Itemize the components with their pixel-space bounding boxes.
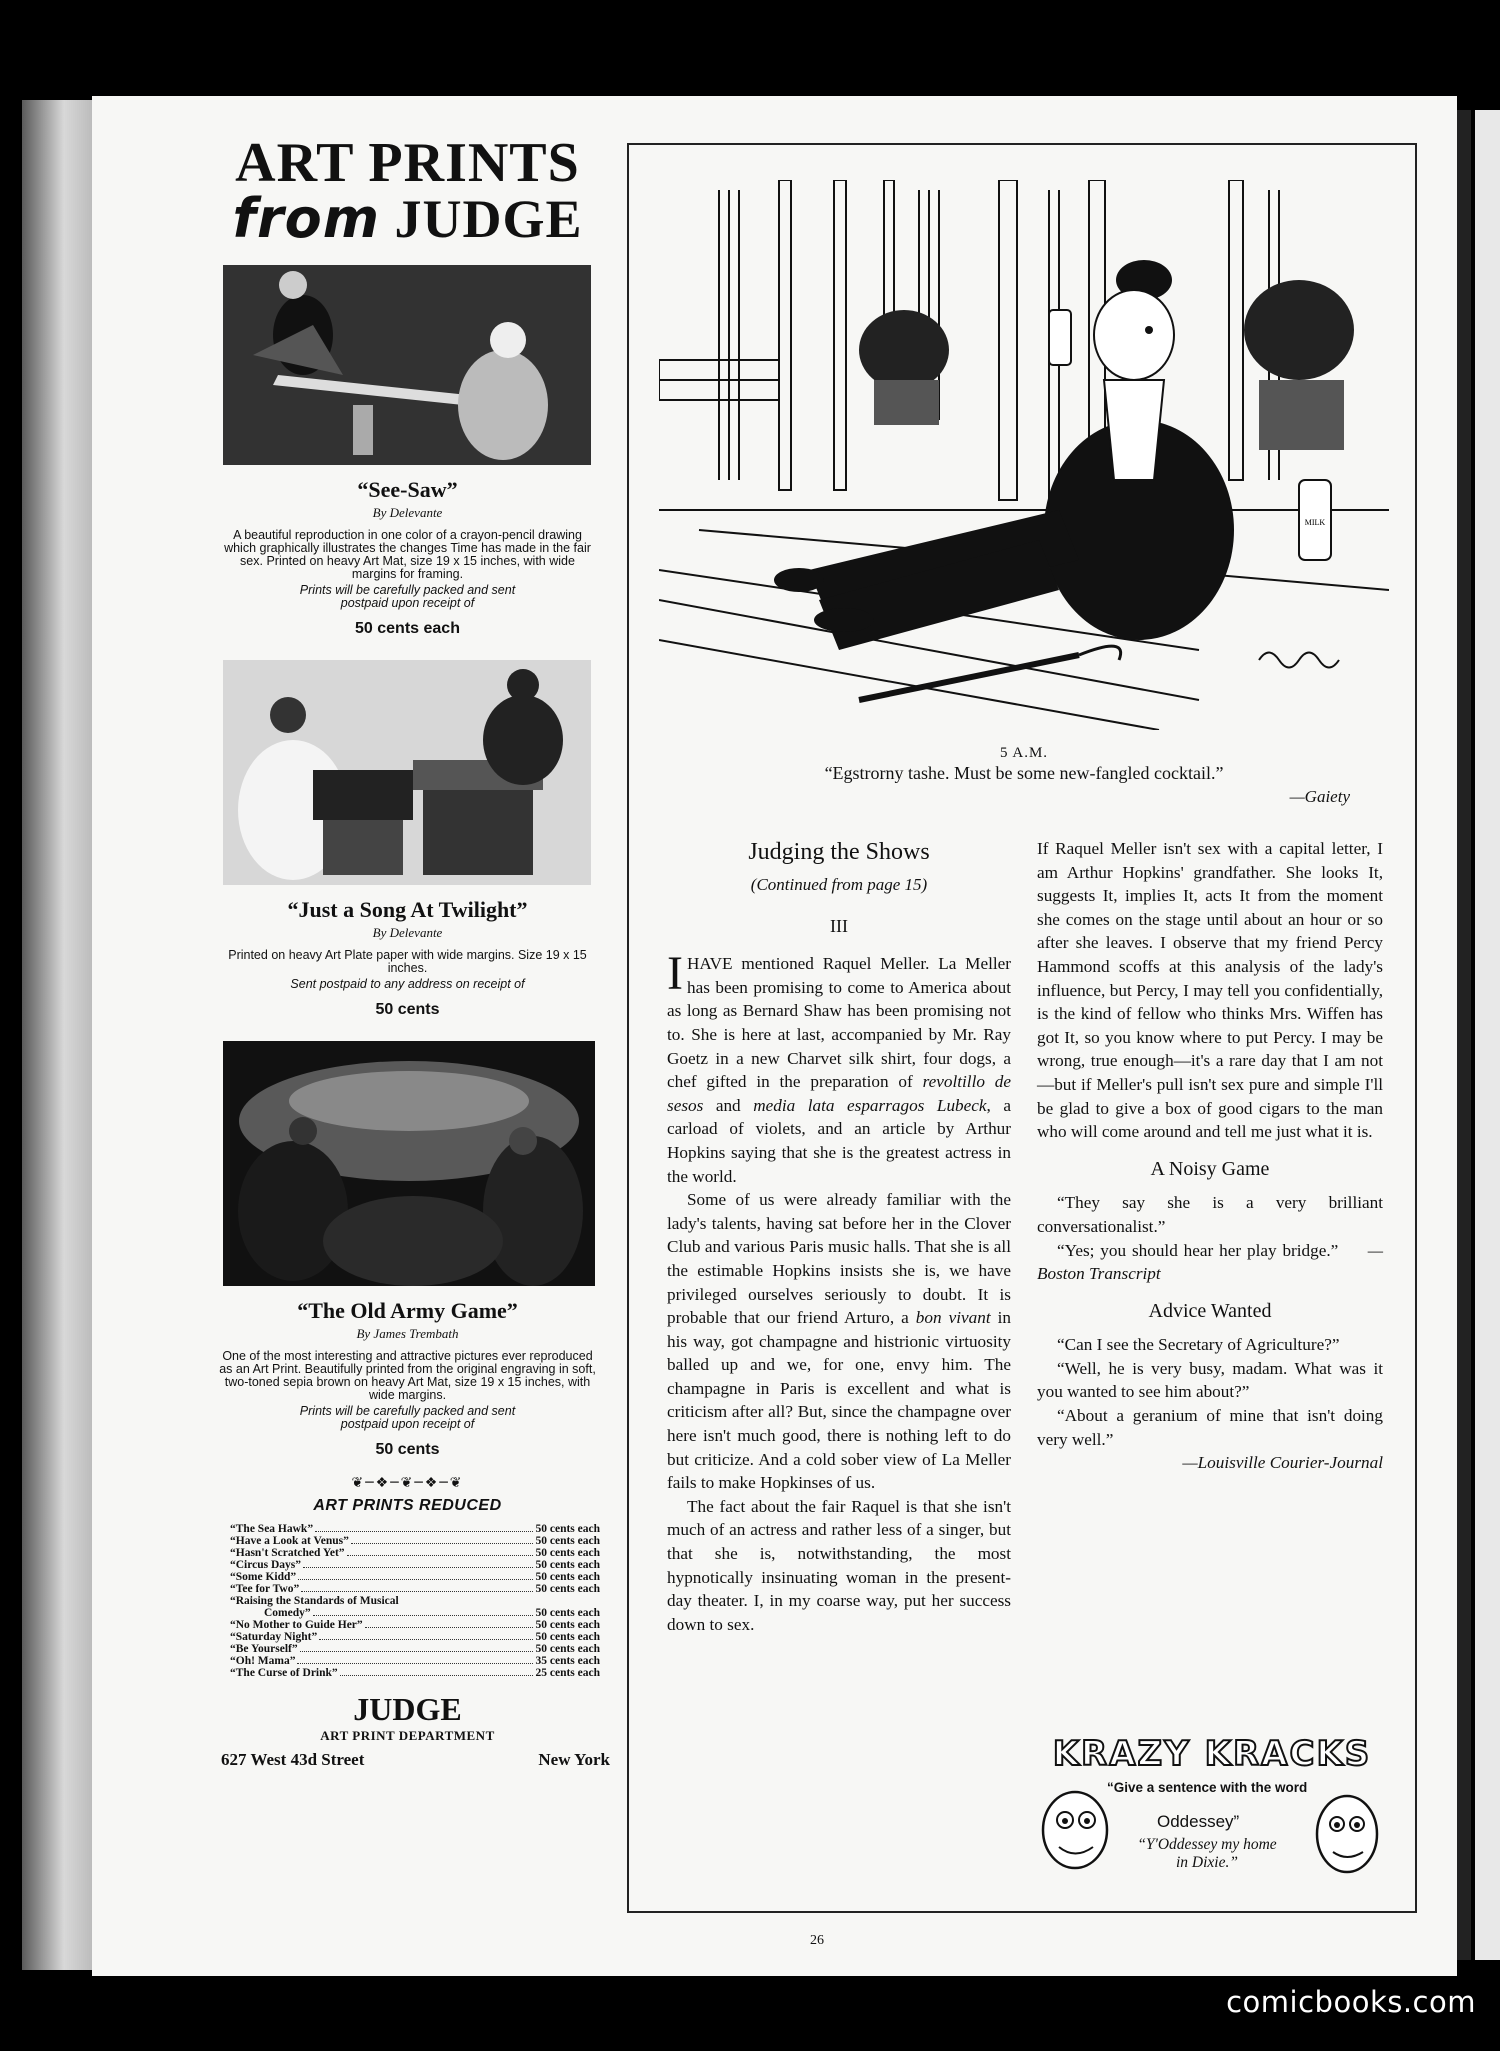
- print-description: A beautiful reproduction in one color of a crayon-pencil drawing which graphically illustrates the changes Time has made in the fair sex. Printed on heavy Art Mat, size 19 x 15 inches, with wide margins for framing.: [224, 528, 591, 581]
- reduced-item-title: “The Sea Hawk”: [230, 1523, 314, 1535]
- leader-dots: [365, 1619, 534, 1628]
- print-note: Sent postpaid to any address on receipt of: [290, 977, 525, 991]
- leader-dots: [303, 1559, 533, 1568]
- reduced-item-title: “Be Yourself”: [230, 1643, 298, 1655]
- reduced-item-title: “Saturday Night”: [230, 1631, 318, 1643]
- p1-italic-1: revoltillo de sesos: [667, 1072, 1011, 1115]
- leader-dots: [340, 1667, 534, 1676]
- cartoon-quote: “Egstrorny tashe. Must be some new-fangled cocktail.”: [824, 763, 1224, 783]
- article-heading: Judging the Shows: [748, 839, 930, 865]
- article-paragraph-4: If Raquel Meller isn't sex with a capital letter, I am Arthur Hopkins' grandfather. She looks It, suggests It, implies It, acts It from the moment she comes on the stage until about an hour or so after she leaves. I observe that my friend Percy Hammond scoffs at this analysis of the lady's influence, but Percy, I may tell you confidentially, is the kind of fellow who thinks Mrs. Wiffen has got It, so you know where to put Percy. I may be wrong, true enough—it's a rare day that I am not—but if Meller's pull isn't sex pure and simple I'll be glad to give a box of good cigars to the man who will come around and tell me just what it is.: [1037, 839, 1383, 1142]
- print-artist: By Delevante: [372, 925, 443, 940]
- city: New York: [538, 1750, 610, 1769]
- old-army-game-image: [223, 1041, 595, 1286]
- print-name: “The Old Army Game”: [297, 1298, 518, 1323]
- reduced-item-title: Comedy”: [264, 1607, 311, 1619]
- page-number: 26: [810, 1933, 824, 1948]
- article-paragraph-2: [667, 1188, 1011, 1495]
- watermark: comicbooks.com: [1226, 1985, 1476, 2019]
- drop-cap: I: [667, 947, 683, 1001]
- bottle-label: MILK: [1304, 518, 1326, 527]
- just-a-song-image: [223, 660, 591, 885]
- print-name: “See-Saw”: [357, 477, 458, 502]
- reduced-price-list: [230, 1523, 600, 1679]
- noisy-game-line-2: [1037, 1239, 1383, 1286]
- article-column-left: [667, 837, 1011, 1636]
- advice-source: —Louisville Courier-Journal: [1182, 1453, 1383, 1473]
- leader-dots: [347, 1547, 534, 1556]
- reduced-item-title: “Have a Look at Venus”: [230, 1535, 349, 1547]
- krazy-kracks-word: Oddessey”: [1157, 1812, 1240, 1831]
- reduced-list-item: [230, 1667, 600, 1679]
- leader-dots: [297, 1655, 533, 1664]
- leader-dots: [315, 1523, 533, 1532]
- reduced-item-price: 25 cents each: [535, 1667, 600, 1679]
- next-page-edge: [1457, 110, 1471, 1960]
- judge-signature: JUDGE: [353, 1691, 462, 1727]
- ad-title-from: from: [232, 187, 380, 250]
- noisy-game-line-1: “They say she is a very brilliant conversationalist.”: [1037, 1193, 1383, 1236]
- department: ART PRINT DEPARTMENT: [320, 1728, 495, 1743]
- advice-line-3: “About a geranium of mine that isn't doing very well.”: [1037, 1406, 1383, 1449]
- ad-title-judge: JUDGE: [394, 189, 583, 249]
- print-artist: By Delevante: [372, 505, 443, 520]
- noisy-game-line-2-text: “Yes; you should hear her play bridge.”: [1057, 1240, 1339, 1260]
- reduced-list-item: [230, 1535, 600, 1547]
- reduced-item-price: 50 cents each: [535, 1523, 600, 1535]
- cartoon-source: —Gaiety: [1289, 787, 1350, 806]
- print-price: 50 cents: [375, 1001, 440, 1018]
- reduced-list-item: [230, 1655, 600, 1667]
- p1-mid: and: [703, 1095, 754, 1115]
- reduced-item-price: 50 cents each: [535, 1583, 600, 1595]
- editorial-panel: [627, 143, 1417, 1913]
- reduced-item-price: 50 cents each: [535, 1535, 600, 1547]
- print-description: Printed on heavy Art Plate paper with wide margins. Size 19 x 15 inches.: [228, 948, 587, 975]
- krazy-kracks-prompt: “Give a sentence with the word: [1107, 1780, 1308, 1795]
- leader-dots: [313, 1607, 534, 1616]
- reduced-item-title: “Raising the Standards of Musical: [230, 1595, 399, 1607]
- art-prints-ad: [205, 132, 610, 1770]
- reduced-item-price: 50 cents each: [535, 1607, 600, 1619]
- print-price: 50 cents each: [355, 620, 460, 637]
- reduced-item-price: 35 cents each: [535, 1655, 600, 1667]
- print-artist: By James Trembath: [356, 1326, 459, 1341]
- leader-dots: [301, 1583, 533, 1592]
- print-note: Prints will be carefully packed and sent postpaid upon receipt of: [299, 583, 516, 610]
- reduced-item-price: 50 cents each: [535, 1619, 600, 1631]
- print-price: 50 cents: [375, 1441, 440, 1458]
- cartoon-time: 5 A.M.: [999, 745, 1049, 761]
- ornament-divider: ❦─❖─❦─❖─❦: [351, 1475, 464, 1491]
- p2-italic: bon vivant: [915, 1308, 991, 1328]
- section-number: III: [830, 915, 848, 936]
- reduced-list-item: [230, 1547, 600, 1559]
- krazy-kracks-box: [1037, 1732, 1383, 1892]
- ad-title: [205, 132, 610, 250]
- p1-text: mentioned Raquel Meller. La Meller has been promising to come to America about as long as Bernard Shaw has been promising not to. She is here at last, accompanied by Mr. Ray Goetz in a new Charvet silk shirt, four dogs, a chef gifted in the preparation of: [667, 954, 1011, 1092]
- reduced-item-title: “Hasn't Scratched Yet”: [230, 1547, 345, 1559]
- reduced-item-title: “Circus Days”: [230, 1559, 302, 1571]
- reduced-list-item: [230, 1619, 600, 1631]
- reduced-title: ART PRINTS REDUCED: [313, 1497, 502, 1514]
- reduced-list-item: [230, 1595, 600, 1607]
- print-name: “Just a Song At Twilight”: [287, 897, 528, 922]
- advice-line-2: “Well, he is very busy, madam. What was it you wanted to see him about?”: [1037, 1358, 1383, 1402]
- reduced-item-price: 50 cents each: [535, 1559, 600, 1571]
- address: 627 West 43d Street: [221, 1750, 365, 1769]
- noisy-game-heading: A Noisy Game: [1150, 1157, 1270, 1180]
- first-word: HAVE: [686, 954, 733, 974]
- book-spine-edge: [22, 100, 92, 1970]
- p2-text-a: Some of us were already familiar with the lady's talents, having sat before her in the Clover Club and various Paris music halls. That she is all the estimable Hopkins insists she is, we have privileged ourselves seriously to doubt. It is probable that our friend Arturo, a: [667, 1190, 1011, 1328]
- print-description: One of the most interesting and attractive pictures ever reproduced as an Art Print. Beautifully printed from the original engraving in soft, two-toned sepia brown on heavy Art Mat, size 19 x 15 inches, with wide margins.: [219, 1349, 596, 1402]
- leader-dots: [319, 1631, 533, 1640]
- reduced-item-price: 50 cents each: [535, 1643, 600, 1655]
- p2-text-b: in his way, got champagne and histrionic virtuosity balled up and we, for one, envy him. The champagne in Paris is excellent and what is criticism after all? But, since the champagne over here isn't much good, there is nothing left to do but criticize. And a cold sober view of La Meller fails to make Hopkinses of us.: [667, 1308, 1012, 1493]
- reduced-list-item: [230, 1631, 600, 1643]
- cartoon-illustration: [659, 180, 1389, 730]
- p1-italic-2: media lata esparragos Lubeck: [753, 1095, 987, 1115]
- reduced-list-item: [230, 1571, 600, 1583]
- leader-dots: [298, 1571, 533, 1580]
- leader-dots: [300, 1643, 534, 1652]
- print-note: Prints will be carefully packed and sent postpaid upon receipt of: [299, 1404, 516, 1431]
- article-column-right: [1037, 837, 1383, 1475]
- p1-end: , a carload of violets, and an article by Arthur Hopkins saying that she is the greatest actress in the world.: [667, 1095, 1011, 1186]
- article-paragraph-3: The fact about the fair Raquel is that she isn't much of an actress and rather less of a singer, but that she is, notwithstanding, the most hypnotically insinuating woman in the present-day theater. I, in my coarse way, put her success down to sex.: [667, 1496, 1011, 1634]
- reduced-item-title: “The Curse of Drink”: [230, 1667, 338, 1679]
- reduced-list-item: [230, 1583, 600, 1595]
- reduced-item-price: 50 cents each: [535, 1571, 600, 1583]
- advice-line-1: “Can I see the Secretary of Agriculture?”: [1057, 1335, 1340, 1355]
- next-page-edge-light: [1475, 110, 1500, 1960]
- reduced-item-title: “Some Kidd”: [230, 1571, 297, 1583]
- reduced-list-item: [230, 1643, 600, 1655]
- see-saw-image: [223, 265, 591, 465]
- address-row: [205, 1750, 610, 1770]
- krazy-kracks-answer: “Y'Oddessey my home in Dixie.”: [1137, 1836, 1277, 1871]
- ad-title-line2: [205, 187, 610, 250]
- reduced-item-title: “No Mother to Guide Her”: [230, 1619, 363, 1631]
- reduced-item-price: 50 cents each: [535, 1547, 600, 1559]
- reduced-item-title: “Tee for Two”: [230, 1583, 300, 1595]
- reduced-list-item: [230, 1523, 600, 1535]
- reduced-item-price: 50 cents each: [535, 1631, 600, 1643]
- article-paragraph-1: [667, 947, 1011, 1188]
- krazy-kracks-title: KRAZY KRACKS: [1052, 1734, 1372, 1774]
- noisy-game-source: —Boston Transcript: [1037, 1240, 1383, 1284]
- reduced-list-item: [230, 1607, 600, 1619]
- ad-title-line1: ART PRINTS: [235, 132, 580, 194]
- reduced-item-title: “Oh! Mama”: [230, 1655, 296, 1667]
- article-continued: (Continued from page 15): [750, 875, 928, 894]
- reduced-list-item: [230, 1559, 600, 1571]
- leader-dots: [351, 1535, 534, 1544]
- advice-wanted-heading: Advice Wanted: [1148, 1299, 1272, 1322]
